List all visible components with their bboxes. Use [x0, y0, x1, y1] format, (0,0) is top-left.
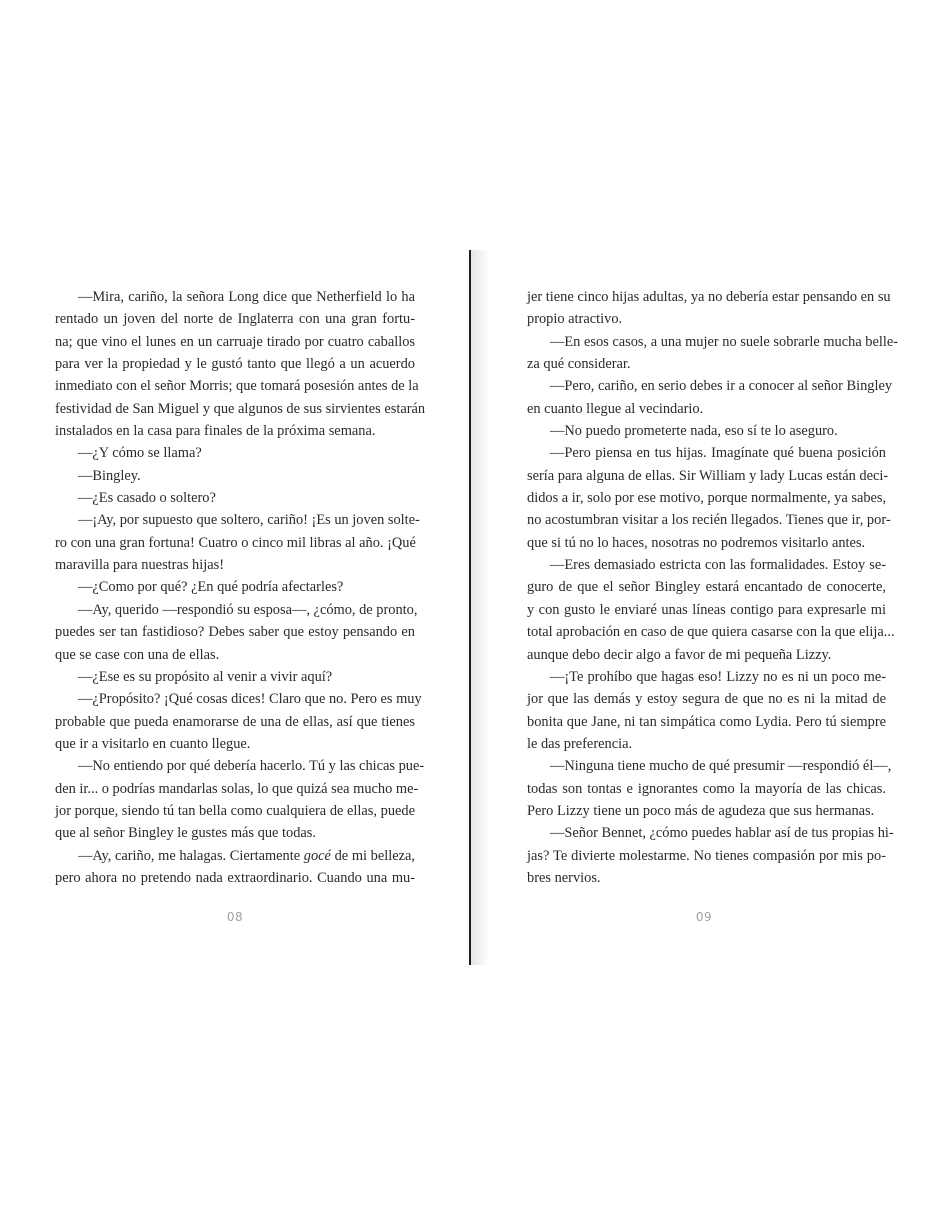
left-page-text	[55, 286, 426, 889]
text-line: —Bingley.	[78, 467, 141, 484]
text-line: sería para alguna de ellas. Sir William y lady Lucas están deci-	[527, 467, 889, 484]
text-line: que al señor Bingley le gustes más que todas.	[55, 825, 316, 842]
text-line: —No puedo prometerte nada, eso sí te lo aseguro.	[550, 423, 838, 440]
text-line: rentado un joven del norte de Inglaterra con una gran fortu-	[55, 311, 415, 328]
text-line: en cuanto llegue al vecindario.	[527, 400, 704, 417]
text-line: didos a ir, solo por ese motivo, porque normalmente, ya sabes,	[527, 490, 887, 507]
text-line: para ver la propiedad y le gustó tanto que llegó a un acuerdo	[55, 356, 415, 373]
text-line: pero ahora no pretendo nada extraordinario. Cuando una mu-	[55, 869, 415, 886]
text-line: —Ay, cariño, me halagas. Ciertamente gocé de mi belleza,	[78, 847, 416, 864]
text-line: —Eres demasiado estricta con las formalidades. Estoy se-	[550, 557, 886, 574]
text-line: —¡Te prohíbo que hagas eso! Lizzy no es ni un poco me-	[550, 668, 886, 685]
text-line: na; que vino el lunes en un carruaje tirado por cuatro caballos	[55, 333, 415, 350]
text-line: —¿Como por qué? ¿En qué podría afectarles?	[78, 579, 344, 596]
right-page-text	[527, 286, 899, 889]
text-line: za qué considerar.	[527, 356, 631, 373]
text-line: —En esos casos, a una mujer no suele sobrarle mucha belle-	[550, 333, 899, 350]
text-line: inmediato con el señor Morris; que tomará posesión antes de la	[55, 378, 419, 395]
text-line: probable que pueda enamorarse de una de ellas, así que tienes	[55, 713, 415, 730]
text-line: —Pero piensa en tus hijas. Imagínate qué buena posición	[550, 445, 886, 462]
text-line: que se case con una de ellas.	[55, 646, 220, 663]
text-line: —Señor Bennet, ¿cómo puedes hablar así de tus propias hi-	[550, 825, 894, 842]
text-line: todas son tontas e ignorantes como la mayoría de las chicas.	[527, 780, 886, 797]
text-line: —Ay, querido —respondió su esposa—, ¿cómo, de pronto,	[78, 601, 418, 618]
text-line: jer tiene cinco hijas adultas, ya no debería estar pensando en su	[527, 289, 891, 305]
text-line: —¡Ay, por supuesto que soltero, cariño! ¡Es un joven solte-	[78, 512, 420, 529]
text-line: y con gusto le enviaré unas líneas contigo para expresarle mi	[527, 601, 886, 618]
text-line: propio atractivo.	[527, 311, 623, 328]
text-line: total aprobación en caso de que quiera casarse con la que elija...	[527, 624, 895, 641]
text-line: aunque debo decir algo a favor de mi pequeña Lizzy.	[527, 646, 832, 663]
text-line: bonita que Jane, ni tan simpática como Lydia. Pero tú siempre	[527, 713, 886, 730]
text-line: —No entiendo por qué debería hacerlo. Tú y las chicas pue-	[78, 758, 425, 775]
text-line: —¿Propósito? ¡Qué cosas dices! Claro que no. Pero es muy	[78, 691, 422, 708]
text-line: le das preferencia.	[527, 735, 633, 752]
text-line: jas? Te divierte molestarme. No tienes compasión por mis po-	[527, 847, 886, 864]
text-line: —¿Es casado o soltero?	[78, 490, 216, 507]
text-line: —¿Y cómo se llama?	[78, 445, 202, 462]
text-line: bres nervios.	[527, 869, 601, 886]
text-line: —Ninguna tiene mucho de qué presumir —respondió él—,	[550, 758, 892, 775]
text-line: guro de que el señor Bingley estará encantado de conocerte,	[527, 579, 886, 596]
gutter-shadow	[471, 250, 489, 965]
left-page-number: 08	[226, 910, 244, 924]
text-line: —¿Ese es su propósito al venir a vivir aquí?	[78, 668, 333, 685]
text-line: que si tú no lo haces, nosotras no podremos visitarlo antes.	[527, 534, 866, 551]
text-line: instalados en la casa para finales de la próxima semana.	[55, 423, 376, 440]
text-line: —Pero, cariño, en serio debes ir a conocer al señor Bingley	[550, 378, 893, 395]
text-line: que ir a visitarlo en cuanto llegue.	[55, 735, 251, 752]
text-line: jor porque, siendo tú tan bella como cualquiera de ellas, puede	[55, 802, 415, 819]
text-line: ro con una gran fortuna! Cuatro o cinco mil libras al año. ¡Qué	[55, 534, 416, 551]
text-line: festividad de San Miguel y que algunos de sus sirvientes estarán	[55, 400, 426, 417]
text-line: maravilla para nuestras hijas!	[55, 557, 225, 574]
text-line: jor que las demás y estoy segura de que no es ni la mitad de	[527, 691, 886, 708]
right-page-number: 09	[695, 910, 713, 924]
text-line: den ir... o podrías mandarlas solas, lo que quizá sea mucho me-	[55, 780, 419, 797]
text-line: puedes ser tan fastidioso? Debes saber que estoy pensando en	[55, 624, 415, 641]
book-spine-line	[469, 250, 471, 965]
text-line: no acostumbran visitar a los recién llegados. Tienes que ir, por-	[527, 512, 891, 529]
text-line: —Mira, cariño, la señora Long dice que Netherfield lo ha	[78, 289, 415, 305]
text-line: Pero Lizzy tiene un poco más de agudeza que sus hermanas.	[527, 802, 875, 819]
